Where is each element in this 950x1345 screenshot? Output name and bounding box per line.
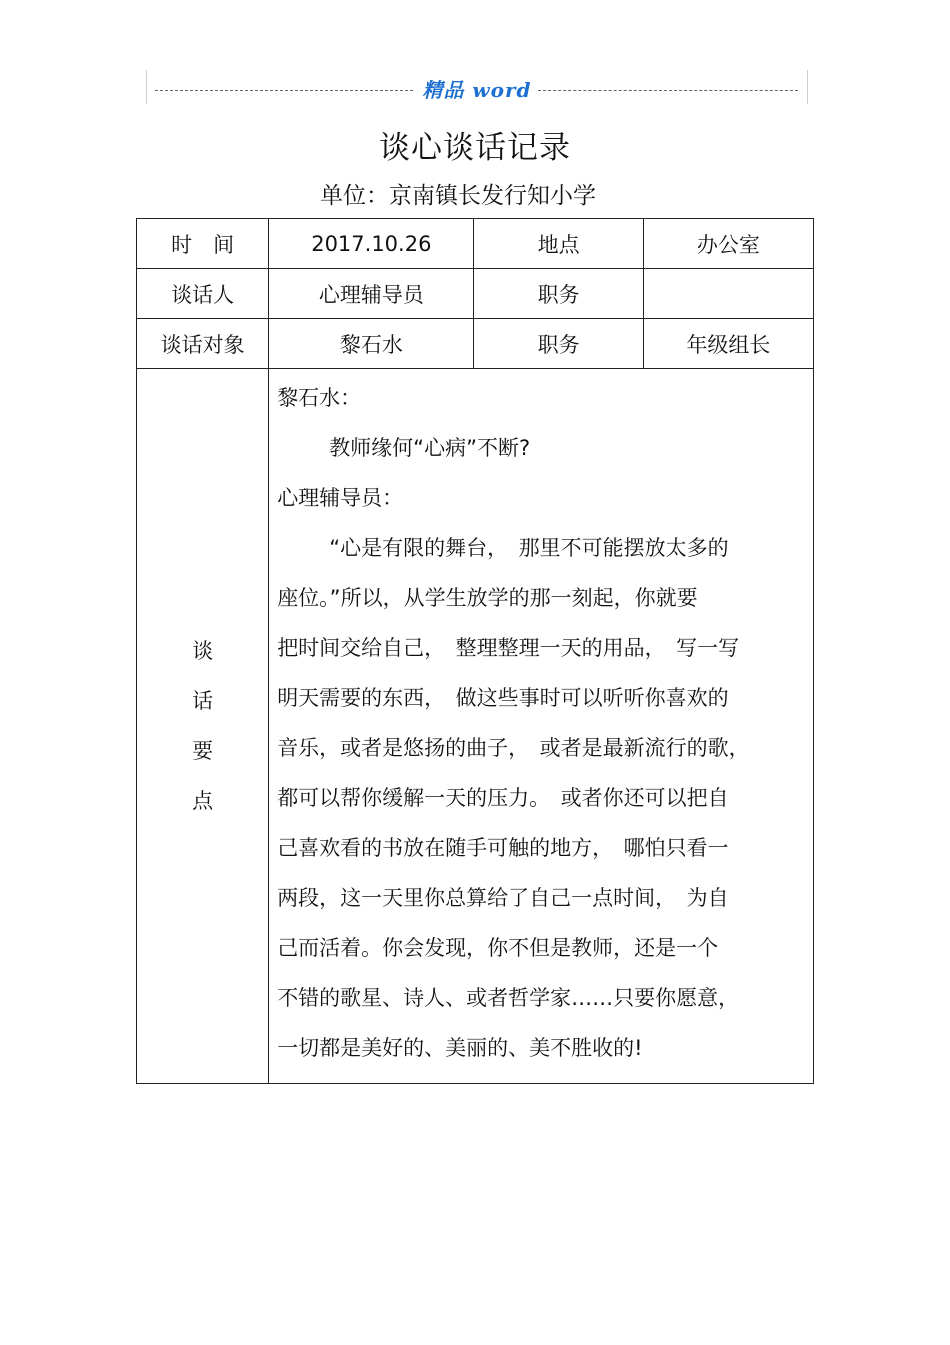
points-label-char: 谈 <box>192 639 214 663</box>
talker-position-value <box>643 269 813 319</box>
question-text: 教师缘何“心病”不断? <box>329 436 531 460</box>
points-content <box>269 369 814 1084</box>
points-label <box>137 369 269 1084</box>
talker-position-label: 职务 <box>474 269 643 319</box>
answer-line: 明天需要的东西， 做这些事时可以听听你喜欢的 <box>277 686 729 710</box>
answer-line: 把时间交给自己， 整理整理一天的用品， 写一写 <box>277 636 740 660</box>
table-row-target <box>137 319 814 369</box>
talker-label: 谈话人 <box>137 269 269 319</box>
answer-line: 两段，这一天里你总算给了自己一点时间， 为自 <box>277 886 729 910</box>
record-table <box>136 218 814 1084</box>
speaker-name: 心理辅导员： <box>277 486 404 510</box>
place-label: 地点 <box>474 219 643 269</box>
answer-line: 一切都是美好的、美丽的、美不胜收的! <box>277 1036 643 1060</box>
points-label-char: 点 <box>192 789 214 813</box>
target-position-label: 职务 <box>474 319 643 369</box>
header-divider-right <box>538 90 798 91</box>
target-position-value: 年级组长 <box>643 319 813 369</box>
answer-line: 不错的歌星、诗人、或者哲学家……只要你愿意， <box>277 986 740 1010</box>
time-value: 2017.10.26 <box>269 219 474 269</box>
speaker-name: 黎石水： <box>277 386 362 410</box>
target-label: 谈话对象 <box>137 319 269 369</box>
table-row-points <box>137 369 814 1084</box>
answer-line: 己喜欢看的书放在随手可触的地方， 哪怕只看一 <box>277 836 729 860</box>
answer-line: 都可以帮你缓解一天的压力。 或者你还可以把自 <box>277 786 729 810</box>
answer-line: “心是有限的舞台， 那里不可能摆放太多的 <box>329 536 729 560</box>
answer-line: 座位。”所以，从学生放学的那一刻起，你就要 <box>277 586 698 610</box>
unit-line: 单位：京南镇长发行知小学 <box>320 183 596 209</box>
answer-line: 音乐，或者是悠扬的曲子， 或者是最新流行的歌， <box>277 736 750 760</box>
document-title: 谈心谈话记录 <box>379 130 571 166</box>
header-divider-left <box>155 90 413 91</box>
time-label: 时 间 <box>137 219 269 269</box>
table-row-time <box>137 219 814 269</box>
target-value: 黎石水 <box>269 319 474 369</box>
talker-value: 心理辅导员 <box>269 269 474 319</box>
answer-line: 己而活着。你会发现，你不但是教师，还是一个 <box>277 936 719 960</box>
points-label-char: 要 <box>192 739 214 763</box>
points-label-char: 话 <box>192 689 214 713</box>
table-row-talker <box>137 269 814 319</box>
header-brand-logo: 精品 word <box>422 78 532 102</box>
place-value: 办公室 <box>643 219 813 269</box>
